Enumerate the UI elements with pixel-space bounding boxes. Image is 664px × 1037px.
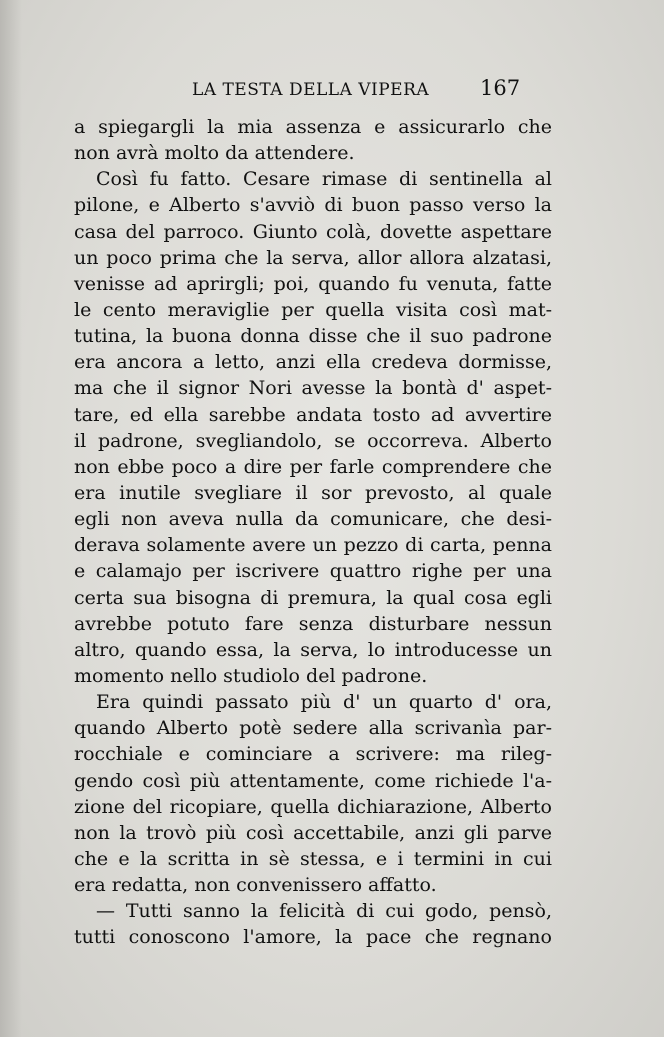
text-line: egli non aveva nulla da comunicare, che desi-	[74, 508, 552, 531]
text-line: altro, quando essa, la serva, lo introducesse un	[74, 638, 552, 661]
text-line: momento nello studiolo del padrone.	[74, 664, 428, 687]
text-line: gendo così più attentamente, come richiede l'a-	[74, 769, 552, 792]
text-line: il padrone, svegliandolo, se occorreva. Alberto	[74, 429, 552, 452]
text-line: non ebbe poco a dire per farle comprendere che	[74, 455, 552, 478]
page-header	[0, 76, 664, 106]
text-line: quando Alberto potè sedere alla scrivanìa par-	[74, 717, 552, 740]
text-line: non la trovò più così accettabile, anzi gli parve	[74, 821, 552, 844]
page-edge-shadow	[0, 0, 22, 1037]
text-line: tutina, la buona donna disse che il suo padrone	[74, 325, 552, 348]
text-line: tare, ed ella sarebbe andata tosto ad avvertire	[74, 403, 552, 426]
text-line: avrebbe potuto fare senza disturbare nessun	[74, 612, 552, 635]
text-line: le cento meraviglie per quella visita così mat-	[74, 298, 552, 321]
body-text	[74, 114, 552, 951]
text-line: venisse ad aprirgli; poi, quando fu venuta, fatte	[74, 272, 552, 295]
text-line: a spiegargli la mia assenza e assicurarlo che	[74, 116, 552, 138]
text-line: derava solamente avere un pezzo di carta, penna	[74, 534, 552, 557]
text-line: non avrà molto da attendere.	[74, 142, 355, 165]
text-line: era inutile svegliare il sor prevosto, al quale	[74, 481, 552, 504]
text-line: pilone, e Alberto s'avviò di buon passo verso la	[74, 194, 552, 217]
running-title: LA TESTA DELLA VIPERA	[192, 80, 430, 100]
text-line: rocchiale e cominciare a scrivere: ma rileg-	[74, 743, 552, 766]
text-line: era redatta, non convenissero affatto.	[74, 874, 437, 897]
text-line: Era quindi passato più d' un quarto d' ora,	[96, 691, 552, 714]
text-line: certa sua bisogna di premura, la qual cosa egli	[74, 586, 552, 609]
text-line: tutti conoscono l'amore, la pace che regnano	[74, 926, 552, 949]
text-line: che e la scritta in sè stessa, e i termini in cui	[74, 847, 552, 870]
text-line: e calamajo per iscrivere quattro righe per una	[74, 560, 552, 583]
text-line: un poco prima che la serva, allor allora alzatasi,	[74, 246, 552, 269]
text-line: — Tutti sanno la felicità di cui godo, pensò,	[96, 900, 552, 923]
text-line: ma che il signor Nori avesse la bontà d' aspet-	[74, 377, 552, 400]
text-line: casa del parroco. Giunto colà, dovette aspettare	[74, 220, 552, 243]
text-line: era ancora a letto, anzi ella credeva dormisse,	[74, 351, 552, 374]
page-number: 167	[480, 76, 521, 100]
text-line: Così fu fatto. Cesare rimase di sentinella al	[96, 168, 552, 191]
text-line: zione del ricopiare, quella dichiarazione, Alberto	[74, 795, 552, 818]
